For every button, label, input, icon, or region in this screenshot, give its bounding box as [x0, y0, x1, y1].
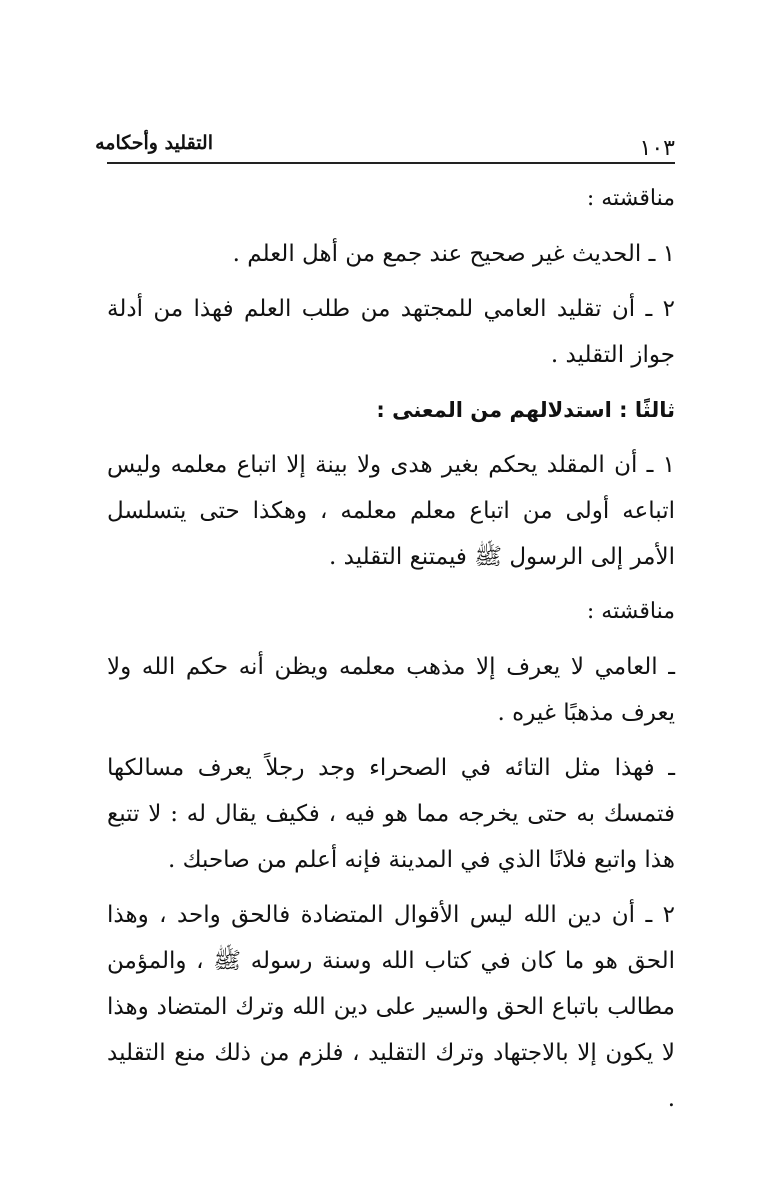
- page-number: ١٠٣: [639, 136, 675, 161]
- discussion-paragraph-1: ـ العامي لا يعرف إلا مذهب معلمه ويظن أنه حكم الله ولا يعرف مذهبًا غيره .: [107, 654, 675, 726]
- book-title: التقليد وأحكامه: [95, 132, 213, 154]
- discussion-label: مناقشته :: [586, 186, 675, 211]
- argument-paragraph-1: ١ ـ أن المقلد يحكم بغير هدى ولا بينة إلا اتباع معلمه وليس اتباعه أولى من اتباع معلم معلمه ، وهكذا حتى يتسلسل الأمر إلى الرسول ﷺ فيمتنع التقليد .: [107, 452, 675, 570]
- running-header: [95, 128, 675, 164]
- section-heading: ثالثًا : استدلالهم من المعنى :: [376, 398, 675, 422]
- discussion-point-1: ١ ـ الحديث غير صحيح عند جمع من أهل العلم .: [232, 241, 675, 267]
- page-body: [107, 176, 675, 1122]
- discussion-label-2: مناقشته :: [586, 599, 675, 624]
- discussion-paragraph-2: ـ فهذا مثل التائه في الصحراء وجد رجلاً يعرف مسالكها فتمسك به حتى يخرجه مما هو فيه ، فكيف يقال له : لا تتبع هذا واتبع فلانًا الذي في المدينة فإنه أعلم من صاحبك .: [107, 755, 675, 873]
- discussion-point-2: ٢ ـ أن تقليد العامي للمجتهد من طلب العلم فهذا من أدلة جواز التقليد .: [107, 296, 675, 368]
- argument-paragraph-2: ٢ ـ أن دين الله ليس الأقوال المتضادة فالحق واحد ، وهذا الحق هو ما كان في كتاب الله وسنة رسوله ﷺ ، والمؤمن مطالب باتباع الحق والسير على دين الله وترك المتضاد وهذا لا يكون إلا بالاجتهاد وترك التقليد ، فلزم من ذلك منع التقليد .: [107, 902, 675, 1112]
